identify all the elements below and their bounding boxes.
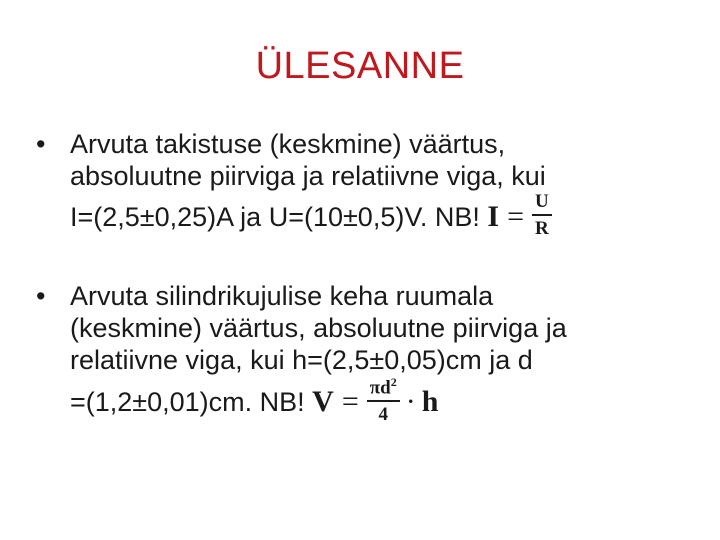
numerator-exponent: 2: [390, 375, 397, 389]
formula-lhs: V: [312, 385, 334, 419]
fraction-denominator: R: [535, 218, 549, 239]
formula-factor: h: [421, 385, 439, 419]
task-text-line: Arvuta takistuse (keskmine) väärtus,: [70, 129, 506, 159]
task-text-line: absoluutne piirviga ja relatiivne viga, kui: [70, 161, 546, 191]
formula-equals: =: [507, 199, 524, 233]
bullet-marker: •: [36, 129, 46, 159]
formula-equals: =: [341, 385, 359, 419]
task-text-line-with-formula: [70, 191, 676, 242]
formula-fraction: [367, 376, 400, 424]
formula-multiply-dot: ·: [405, 385, 416, 419]
task-text-line-with-formula: [70, 375, 676, 428]
task-text-line: I=(2,5±0,25)A ja U=(10±0,5)V. NB!: [70, 201, 480, 232]
task-text-line: =(1,2±0,01)cm. NB!: [70, 387, 305, 418]
task-text-line: (keskmine) väärtus, absoluutne piirviga ja: [70, 313, 567, 343]
task-text-line: relatiivne viga, kui h=(2,5±0,05)cm ja d: [70, 345, 533, 375]
formula-volume: [312, 375, 439, 426]
slide-title: ÜLESANNE: [255, 45, 465, 87]
fraction-denominator: 4: [378, 404, 388, 426]
fraction-numerator: U: [532, 192, 552, 216]
task-text-line: Arvuta silindrikujulise keha ruumala: [70, 281, 494, 311]
fraction-numerator: [367, 376, 400, 402]
task-item-volume: [36, 280, 676, 428]
formula-fraction: [532, 192, 552, 238]
task-list: [36, 128, 676, 428]
numerator-base: πd: [369, 377, 391, 399]
formula-resistance: [487, 191, 551, 239]
task-item-resistance: [36, 128, 676, 242]
formula-lhs: I: [487, 199, 500, 233]
bullet-marker: •: [36, 281, 46, 311]
